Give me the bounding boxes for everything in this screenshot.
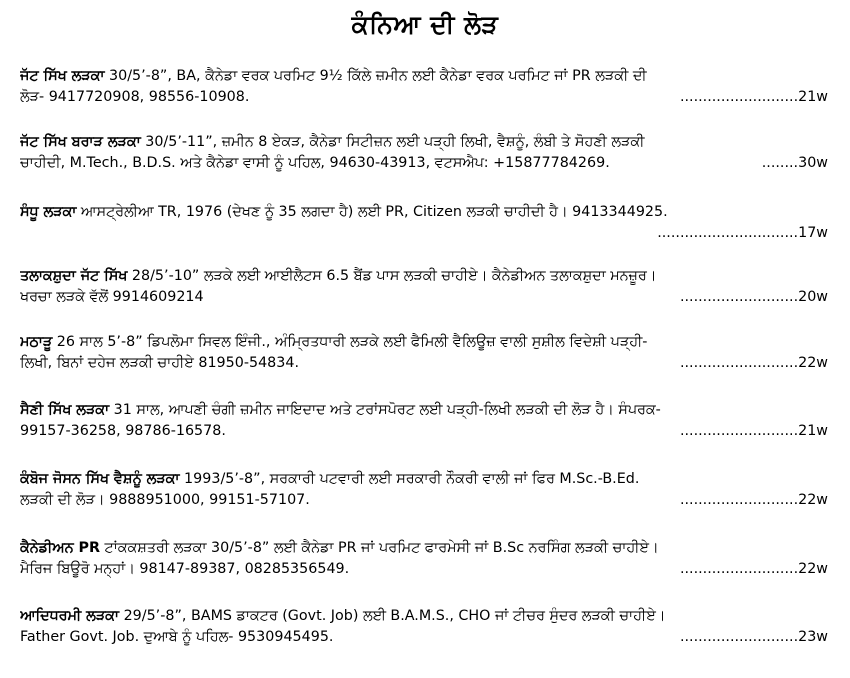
ad-entry xyxy=(20,132,828,174)
ad-code: ..........................23w xyxy=(679,629,828,645)
ad-line-2 xyxy=(20,559,828,580)
ad-entry xyxy=(20,400,828,442)
ad-text: ਆਸਟ੍ਰੇਲੀਆ TR, 1976 (ਦੇਖਣ ਨੂੰ 35 ਲਗਦਾ ਹੈ) ਲਈ PR, Citizen ਲੜਕੀ ਚਾਹੀਦੀ ਹੈ। 9413344925. xyxy=(76,204,668,220)
ad-code: ..........................22w xyxy=(679,355,828,371)
ad-code: ...............................17w xyxy=(657,225,828,241)
ad-text-cont: ਲੋੜ- 9417720908, 98556-10908. xyxy=(20,89,250,105)
ad-line-1 xyxy=(20,469,828,490)
ad-line-1 xyxy=(20,538,828,559)
ad-lead: ਕੰਬੋਜ ਜੋਸਨ ਸਿੱਖ ਵੈਸ਼ਨੂੰ ਲੜਕਾ xyxy=(20,471,180,487)
ad-entry xyxy=(20,332,828,374)
ad-line-2 xyxy=(20,87,828,108)
ad-entry xyxy=(20,606,828,648)
ad-lead: ਮਠਾੜੂ xyxy=(20,334,53,350)
page-title: ਕੰਨਿਆ ਦੀ ਲੋੜ xyxy=(351,10,499,39)
ad-text: 1993/5’-8”, ਸਰਕਾਰੀ ਪਟਵਾਰੀ ਲਈ ਸਰਕਾਰੀ ਨੌਕਰੀ ਵਾਲੀ ਜਾਂ ਫਿਰ M.Sc.-B.Ed. xyxy=(179,471,640,487)
ad-text-cont: 99157-36258, 98786-16578. xyxy=(20,423,226,439)
ad-text-cont: ਲਿਖੀ, ਬਿਨਾਂ ਦਹੇਜ ਲੜਕੀ ਚਾਹੀਏ 81950-54834. xyxy=(20,355,300,371)
ad-line-1 xyxy=(20,332,828,353)
ad-text: 30/5’-11”, ਜ਼ਮੀਨ 8 ਏਕੜ, ਕੈਨੇਡਾ ਸਿਟੀਜ਼ਨ ਲਈ ਪੜ੍ਹੀ ਲਿਖੀ, ਵੈਸ਼ਨੂੰ, ਲੰਬੀ ਤੇ ਸੋਹਣੀ ਲੜਕੀ xyxy=(140,134,645,150)
ad-line-1 xyxy=(20,266,828,287)
ad-code: ..........................22w xyxy=(679,561,828,577)
ad-text: 31 ਸਾਲ, ਆਪਣੀ ਚੰਗੀ ਜ਼ਮੀਨ ਜਾਇਦਾਦ ਅਤੇ ਟਰਾਂਸਪੋਰਟ ਲਈ ਪੜ੍ਹੀ-ਲਿਖੀ ਲੜਕੀ ਦੀ ਲੋੜ ਹੈ। ਸੰਪਰਕ- xyxy=(109,402,661,418)
ad-line-2 xyxy=(20,421,828,442)
ad-code: ........30w xyxy=(761,155,828,171)
ad-line-1 xyxy=(20,66,828,87)
ad-text-cont: ਲੜਕੀ ਦੀ ਲੋੜ। 9888951000, 99151-57107. xyxy=(20,492,310,508)
ad-line-2 xyxy=(20,353,828,374)
ad-line-2 xyxy=(20,153,828,174)
ad-line-2 xyxy=(20,287,828,308)
ad-text: 26 ਸਾਲ 5’-8” ਡਿਪਲੋਮਾ ਸਿਵਲ ਇੰਜੀ., ਅੰਮ੍ਰਿਤਧਾਰੀ ਲੜਕੇ ਲਈ ਫੈਮਿਲੀ ਵੈਲਿਊਜ਼ ਵਾਲੀ ਸੁਸ਼ੀਲ ਵਿਦੇਸ਼ੀ ਪੜ੍ਹੀ- xyxy=(52,334,648,350)
ad-text-cont: ਖਰਚਾ ਲੜਕੇ ਵੱਲੋਂ 9914609214 xyxy=(20,289,204,305)
ad-code: ..........................22w xyxy=(679,492,828,508)
ad-text-cont: ਚਾਹੀਦੀ, M.Tech., B.D.S. ਅਤੇ ਕੈਨੇਡਾ ਵਾਸੀ ਨੂੰ ਪਹਿਲ, 94630-43913, ਵਟਸਐਪ: +15877784269. xyxy=(20,155,610,171)
ad-text-cont: ਮੈਰਿਜ ਬਿਊਰੋ ਮਨ੍ਹਾਂ। 98147-89387, 08285356549. xyxy=(20,561,350,577)
ad-text: ਟਾਂਕਕਸ਼ਤਰੀ ਲੜਕਾ 30/5’-8” ਲਈ ਕੈਨੇਡਾ PR ਜਾਂ ਪਰਮਿਟ ਫਾਰਮੇਸੀ ਜਾਂ B.Sc ਨਰਸਿੰਗ ਲੜਕੀ ਚਾਹੀਏ। xyxy=(99,540,659,556)
ad-lead: ਆਦਿਧਰਮੀ ਲੜਕਾ xyxy=(20,608,120,624)
ad-line-1 xyxy=(20,132,828,153)
ad-entry xyxy=(20,469,828,511)
ad-lead: ਕੈਨੇਡੀਅਨ PR xyxy=(20,540,100,556)
ad-text-cont: Father Govt. Job. ਦੁਆਬੇ ਨੂੰ ਪਹਿਲ- 9530945495. xyxy=(20,629,334,645)
ad-line-1 xyxy=(20,606,828,627)
ad-text: 30/5’-8”, BA, ਕੈਨੇਡਾ ਵਰਕ ਪਰਮਿਟ 9½ ਕਿੱਲੇ ਜ਼ਮੀਨ ਲਈ ਕੈਨੇਡਾ ਵਰਕ ਪਰਮਿਟ ਜਾਂ PR ਲੜਕੀ ਦੀ xyxy=(104,68,647,84)
ad-entry xyxy=(20,266,828,308)
ad-code: ..........................21w xyxy=(679,89,828,105)
ad-text: 28/5’-10” ਲੜਕੇ ਲਈ ਆਈਲੈਟਸ 6.5 ਬੈਂਡ ਪਾਸ ਲੜਕੀ ਚਾਹੀਏ। ਕੈਨੇਡੀਅਨ ਤਲਾਕਸ਼ੁਦਾ ਮਨਜ਼ੂਰ। xyxy=(127,268,657,284)
ad-entry xyxy=(20,538,828,580)
ad-lead: ਸੈਣੀ ਸਿੱਖ ਲੜਕਾ xyxy=(20,402,110,418)
ad-lead: ਜੱਟ ਸਿੱਖ ਲੜਕਾ xyxy=(20,68,105,84)
ad-entry xyxy=(20,66,828,108)
ad-entry xyxy=(20,202,828,244)
ad-lead: ਸੰਧੂ ਲੜਕਾ xyxy=(20,204,77,220)
ad-line-2 xyxy=(20,490,828,511)
ad-lead: ਜੱਟ ਸਿੱਖ ਬਰਾੜ ਲੜਕਾ xyxy=(20,134,141,150)
ad-code: ..........................21w xyxy=(679,423,828,439)
ad-line-2 xyxy=(20,627,828,648)
ad-text: 29/5’-8”, BAMS ਡਾਕਟਰ (Govt. Job) ਲਈ B.A.M.S., CHO ਜਾਂ ਟੀਚਰ ਸੁੰਦਰ ਲੜਕੀ ਚਾਹੀਏ। xyxy=(119,608,666,624)
ad-code: ..........................20w xyxy=(679,289,828,305)
ad-line-1 xyxy=(20,400,828,421)
ad-line-1 xyxy=(20,202,828,223)
ad-lead: ਤਲਾਕਸ਼ੁਦਾ ਜੱਟ ਸਿੱਖ xyxy=(20,268,128,284)
